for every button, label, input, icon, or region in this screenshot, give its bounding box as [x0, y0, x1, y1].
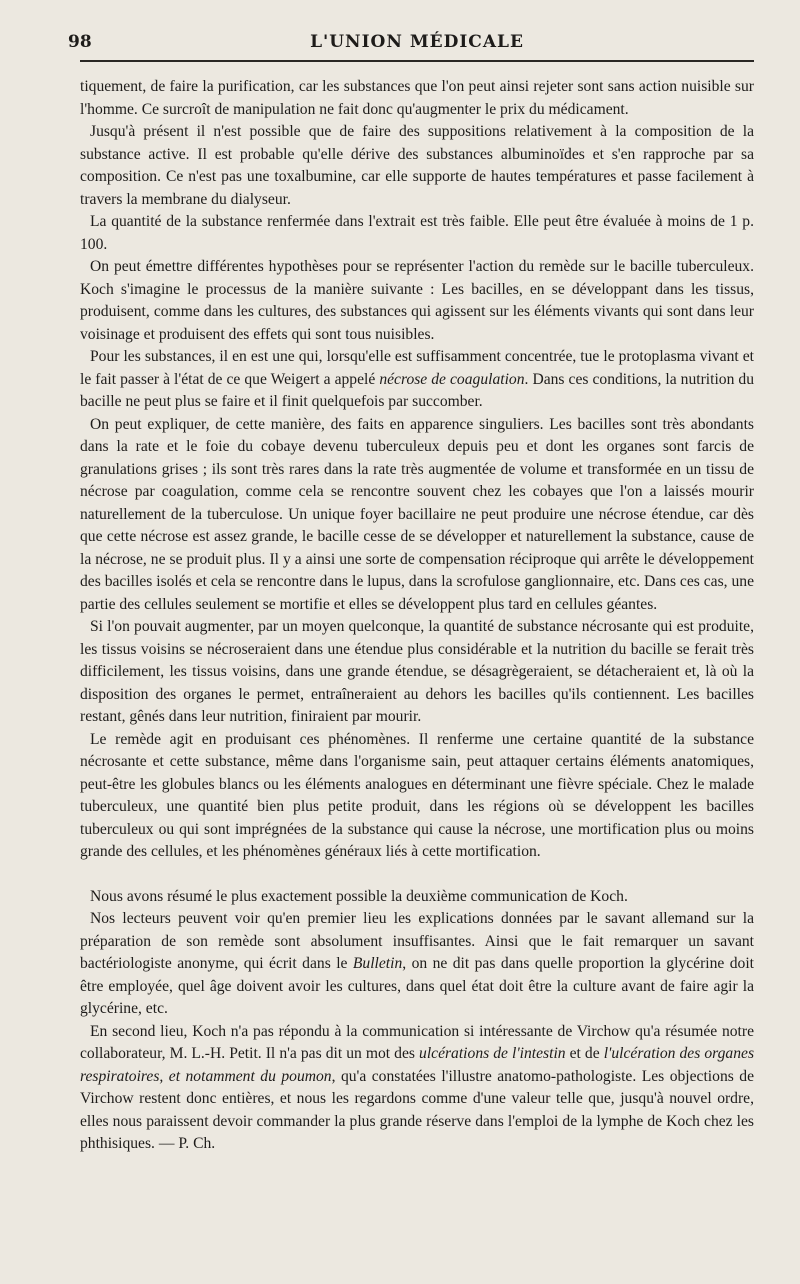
text-run: , qu'a constatées l'illustre anatomo-pathologiste. Les objections de Virchow restent donc entières, et nous les regardons comme d'une valeur telle que, jusqu'à nouvel ordre, elles nous paraissent devoir commander la plus grande réserve dans l'emploi de la lymphe de Koch chez les phthisiques. — P. Ch. [80, 1067, 754, 1152]
paragraph [80, 616, 754, 729]
paragraph [80, 886, 754, 909]
text-run: On peut émettre différentes hypothèses pour se représenter l'action du remède sur le bacille tuberculeux. Koch s'imagine le processus de la manière suivante : Les bacilles, en se développant dans les tissus, produisent, comme dans les cultures, des substances qui agissent sur les éléments vivants qui sont dans leur voisinage et produisent des effets qui sont tous nuisibles. [80, 258, 754, 343]
page-number: 98 [68, 32, 92, 52]
text-run: et de [565, 1045, 604, 1062]
paragraph [80, 76, 754, 121]
text-run: On peut expliquer, de cette manière, des faits en apparence singuliers. Les bacilles sont très abondants dans la rate et le foie du cobaye devenu tuberculeux depuis peu et dont les organes sont farcis de granulations grises ; ils sont très rares dans la rate très augmentée de volume et transformée en un tissu de nécrose par coagulation, comme cela se rencontre souvent chez les cobayes que l'on a laissés mourir naturellement de la tuberculose. Un unique foyer bacillaire ne peut produire une nécrose étendue, car dès que cette nécrose est assez grande, le bacille cesse de se développer et naturellement la substance, cause de la nécrose, ne se produit plus. Il y a ainsi une sorte de compensation réciproque qui arrête le développement des bacilles isolés et cela se rencontre dans le lupus, dans la scrofulose ganglionnaire, etc. Dans ces cas, une partie des cellules seulement se mortifie et elles se développent plus tard en cellules géantes. [80, 415, 754, 613]
paragraph [80, 1021, 754, 1156]
text-run: En second lieu, Koch n'a pas répondu à la communication si intéressante de Virchow qu'a résumée notre collaborateur, M. L.-H. Petit. Il n'a pas dit un mot des [80, 1022, 754, 1062]
italic-text: ulcérations de l'intestin [419, 1045, 566, 1062]
italic-text: Bulletin [352, 955, 403, 972]
text-run: Nos lecteurs peuvent voir qu'en premier lieu les explications données par le savant allemand sur la préparation de son remède sont absolument insuffisantes. Ainsi que le fait remarquer un savant bactériologiste anonyme, qui écrit dans le [80, 910, 754, 972]
journal-title: L'UNION MÉDICALE [310, 32, 524, 52]
text-run: La quantité de la substance renfermée dans l'extrait est très faible. Elle peut être évaluée à moins de 1 p. 100. [80, 213, 754, 253]
page-header [68, 30, 754, 62]
italic-text: l'ulcération des organes respiratoires, et notamment du poumon [80, 1045, 755, 1085]
text-run: Si l'on pouvait augmenter, par un moyen quelconque, la quantité de substance nécrosante qui est produite, les tissus voisins se nécroseraient dans une étendue plus considérable et la nutrition du bacille se ferait très difficilement, les tissus voisins, dans une grande étendue, se désagrègeraient, se détacheraient et, là où la disposition des organes le permet, entraîneraient au dehors les bacilles qu'ils contiennent. Les bacilles restant, gênés dans leur nutrition, finiraient par mourir. [80, 618, 754, 725]
text-run: . Dans ces conditions, la nutrition du bacille ne peut plus se faire et il finit quelquefois par succomber. [80, 370, 754, 410]
paragraph [80, 346, 754, 414]
text-run: , on ne dit pas dans quelle proportion la glycérine doit être employée, quel âge doivent avoir les cultures, dans quel état doit être la culture avant de faire agir la glycérine, etc. [80, 955, 754, 1017]
text-run: Pour les substances, il en est une qui, lorsqu'elle est suffisamment concentrée, tue le protoplasma vivant et le fait passer à l'état de ce que Weigert a appelé [80, 348, 754, 388]
paragraph [80, 414, 754, 617]
article-body [80, 76, 754, 1156]
text-run: Nous avons résumé le plus exactement possible la deuxième communication de Koch. [90, 887, 628, 905]
text-run: Jusqu'à présent il n'est possible que de faire des suppositions relativement à la composition de la substance active. Il est probable qu'elle dérive des substances albuminoïdes et s'en rapproche par sa composition. Ce n'est pas une toxalbumine, car elle supporte de hautes températures et passe facilement à travers la membrane du dialyseur. [80, 123, 754, 208]
paragraph [80, 256, 754, 346]
paragraph [80, 211, 754, 256]
paragraph [80, 121, 754, 211]
text-run: tiquement, de faire la purification, car les substances que l'on peut ainsi rejeter sont sans action nuisible sur l'homme. Ce surcroît de manipulation ne fait donc qu'augmenter le prix du médicament. [80, 78, 754, 118]
italic-text: nécrose de coagulation [379, 370, 525, 388]
paragraph [80, 908, 754, 1021]
text-run: Le remède agit en produisant ces phénomènes. Il renferme une certaine quantité de la substance nécrosante et cette substance, même dans l'organisme sain, peut attaquer certains éléments anatomiques, peut-être les globules blancs ou les éléments analogues en déterminant une fièvre spéciale. Chez le malade tuberculeux, une quantité bien plus petite produit, dans les régions où se développent les bacilles tuberculeux ou qui sont imprégnées de la substance qui cause la nécrose, une mortification plus ou moins grande des cellules, et les phénomènes généraux liés à cette mortification. [80, 730, 754, 860]
paragraph [80, 729, 754, 864]
